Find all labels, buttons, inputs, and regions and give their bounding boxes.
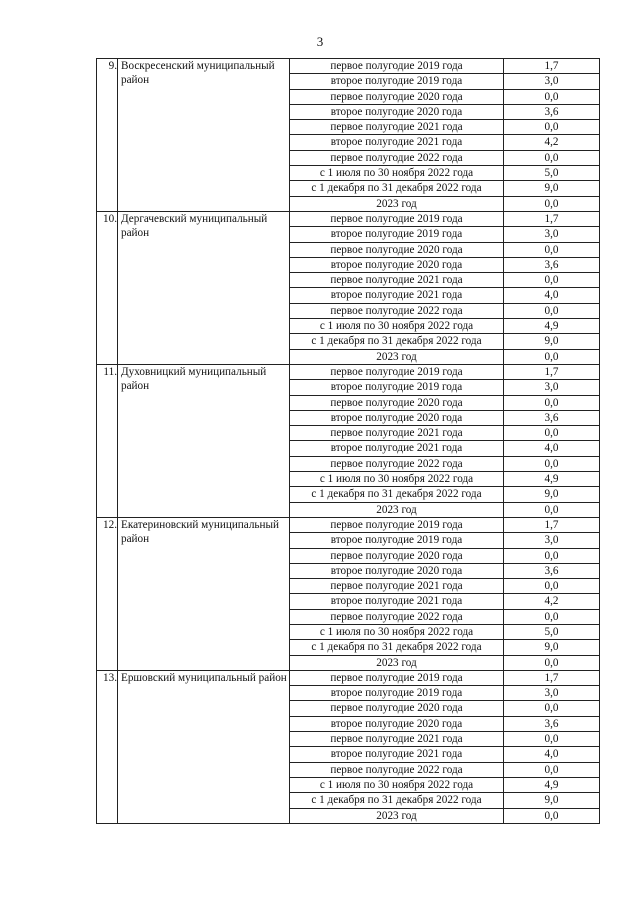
value-cell: 0,0 xyxy=(504,196,600,211)
value-cell: 0,0 xyxy=(504,395,600,410)
value-cell: 0,0 xyxy=(504,456,600,471)
period-cell: с 1 декабря по 31 декабря 2022 года xyxy=(290,793,504,808)
district-number: 13. xyxy=(97,670,118,823)
value-cell: 4,0 xyxy=(504,747,600,762)
value-cell: 4,2 xyxy=(504,594,600,609)
period-cell: первое полугодие 2022 года xyxy=(290,456,504,471)
period-cell: первое полугодие 2020 года xyxy=(290,701,504,716)
value-cell: 0,0 xyxy=(504,762,600,777)
value-cell: 4,9 xyxy=(504,319,600,334)
period-cell: первое полугодие 2021 года xyxy=(290,579,504,594)
value-cell: 0,0 xyxy=(504,502,600,517)
value-cell: 0,0 xyxy=(504,732,600,747)
period-cell: первое полугодие 2020 года xyxy=(290,89,504,104)
period-cell: второе полугодие 2020 года xyxy=(290,257,504,272)
value-cell: 5,0 xyxy=(504,166,600,181)
period-cell: второе полугодие 2020 года xyxy=(290,410,504,425)
value-cell: 3,0 xyxy=(504,686,600,701)
period-cell: 2023 год xyxy=(290,655,504,670)
value-cell: 3,6 xyxy=(504,410,600,425)
value-cell: 0,0 xyxy=(504,120,600,135)
value-cell: 4,0 xyxy=(504,441,600,456)
value-cell: 4,2 xyxy=(504,135,600,150)
value-cell: 3,6 xyxy=(504,104,600,119)
table-row xyxy=(97,59,600,74)
district-number: 12. xyxy=(97,517,118,670)
value-cell: 9,0 xyxy=(504,793,600,808)
value-cell: 0,0 xyxy=(504,273,600,288)
period-cell: первое полугодие 2019 года xyxy=(290,211,504,226)
period-cell: второе полугодие 2019 года xyxy=(290,380,504,395)
table-body xyxy=(97,59,600,824)
period-cell: второе полугодие 2019 года xyxy=(290,533,504,548)
period-cell: первое полугодие 2021 года xyxy=(290,273,504,288)
value-cell: 1,7 xyxy=(504,211,600,226)
period-cell: с 1 декабря по 31 декабря 2022 года xyxy=(290,487,504,502)
period-cell: с 1 июля по 30 ноября 2022 года xyxy=(290,624,504,639)
value-cell: 3,0 xyxy=(504,380,600,395)
value-cell: 4,9 xyxy=(504,777,600,792)
period-cell: второе полугодие 2021 года xyxy=(290,288,504,303)
value-cell: 3,6 xyxy=(504,716,600,731)
period-cell: второе полугодие 2019 года xyxy=(290,227,504,242)
value-cell: 0,0 xyxy=(504,701,600,716)
district-number: 11. xyxy=(97,364,118,517)
period-cell: первое полугодие 2022 года xyxy=(290,303,504,318)
period-cell: первое полугодие 2020 года xyxy=(290,242,504,257)
period-cell: с 1 июля по 30 ноября 2022 года xyxy=(290,472,504,487)
value-cell: 3,0 xyxy=(504,74,600,89)
value-cell: 5,0 xyxy=(504,624,600,639)
value-cell: 1,7 xyxy=(504,670,600,685)
period-cell: с 1 декабря по 31 декабря 2022 года xyxy=(290,640,504,655)
value-cell: 1,7 xyxy=(504,517,600,532)
period-cell: второе полугодие 2021 года xyxy=(290,747,504,762)
value-cell: 1,7 xyxy=(504,59,600,74)
value-cell: 4,0 xyxy=(504,288,600,303)
value-cell: 0,0 xyxy=(504,579,600,594)
value-cell: 0,0 xyxy=(504,655,600,670)
value-cell: 0,0 xyxy=(504,349,600,364)
district-number: 9. xyxy=(97,59,118,212)
table-row xyxy=(97,364,600,379)
value-cell: 0,0 xyxy=(504,548,600,563)
value-cell: 3,0 xyxy=(504,533,600,548)
value-cell: 3,6 xyxy=(504,257,600,272)
period-cell: с 1 июля по 30 ноября 2022 года xyxy=(290,319,504,334)
table-row xyxy=(97,517,600,532)
district-name: Екатериновский муниципальный район xyxy=(118,517,290,670)
page-number: 3 xyxy=(316,34,324,49)
district-name: Духовницкий муниципальный район xyxy=(118,364,290,517)
period-cell: первое полугодие 2021 года xyxy=(290,120,504,135)
period-cell: первое полугодие 2021 года xyxy=(290,732,504,747)
district-number: 10. xyxy=(97,211,118,364)
period-cell: второе полугодие 2021 года xyxy=(290,594,504,609)
period-cell: второе полугодие 2021 года xyxy=(290,135,504,150)
period-cell: с 1 декабря по 31 декабря 2022 года xyxy=(290,334,504,349)
district-name: Дергачевский муниципальный район xyxy=(118,211,290,364)
value-cell: 1,7 xyxy=(504,364,600,379)
value-cell: 3,6 xyxy=(504,563,600,578)
value-cell: 0,0 xyxy=(504,89,600,104)
value-cell: 9,0 xyxy=(504,181,600,196)
period-cell: первое полугодие 2019 года xyxy=(290,517,504,532)
value-cell: 9,0 xyxy=(504,334,600,349)
period-cell: 2023 год xyxy=(290,196,504,211)
value-cell: 4,9 xyxy=(504,472,600,487)
period-cell: первое полугодие 2020 года xyxy=(290,548,504,563)
table-row xyxy=(97,211,600,226)
value-cell: 9,0 xyxy=(504,640,600,655)
period-cell: первое полугодие 2019 года xyxy=(290,59,504,74)
period-cell: первое полугодие 2022 года xyxy=(290,609,504,624)
table-row xyxy=(97,670,600,685)
period-cell: второе полугодие 2019 года xyxy=(290,686,504,701)
period-cell: первое полугодие 2020 года xyxy=(290,395,504,410)
value-cell: 0,0 xyxy=(504,242,600,257)
period-cell: 2023 год xyxy=(290,808,504,823)
period-cell: первое полугодие 2019 года xyxy=(290,670,504,685)
period-cell: второе полугодие 2020 года xyxy=(290,104,504,119)
period-cell: с 1 июля по 30 ноября 2022 года xyxy=(290,166,504,181)
period-cell: второе полугодие 2019 года xyxy=(290,74,504,89)
period-cell: 2023 год xyxy=(290,502,504,517)
period-cell: первое полугодие 2021 года xyxy=(290,426,504,441)
period-cell: первое полугодие 2022 года xyxy=(290,762,504,777)
period-cell: первое полугодие 2022 года xyxy=(290,150,504,165)
district-name: Ершовский муниципальный район xyxy=(118,670,290,823)
value-cell: 0,0 xyxy=(504,150,600,165)
value-cell: 0,0 xyxy=(504,808,600,823)
period-cell: с 1 декабря по 31 декабря 2022 года xyxy=(290,181,504,196)
value-cell: 0,0 xyxy=(504,609,600,624)
tariff-table xyxy=(96,58,600,824)
period-cell: с 1 июля по 30 ноября 2022 года xyxy=(290,777,504,792)
period-cell: второе полугодие 2020 года xyxy=(290,716,504,731)
period-cell: второе полугодие 2021 года xyxy=(290,441,504,456)
period-cell: первое полугодие 2019 года xyxy=(290,364,504,379)
period-cell: второе полугодие 2020 года xyxy=(290,563,504,578)
value-cell: 0,0 xyxy=(504,426,600,441)
value-cell: 0,0 xyxy=(504,303,600,318)
value-cell: 3,0 xyxy=(504,227,600,242)
district-name: Воскресенский муниципальный район xyxy=(118,59,290,212)
value-cell: 9,0 xyxy=(504,487,600,502)
period-cell: 2023 год xyxy=(290,349,504,364)
